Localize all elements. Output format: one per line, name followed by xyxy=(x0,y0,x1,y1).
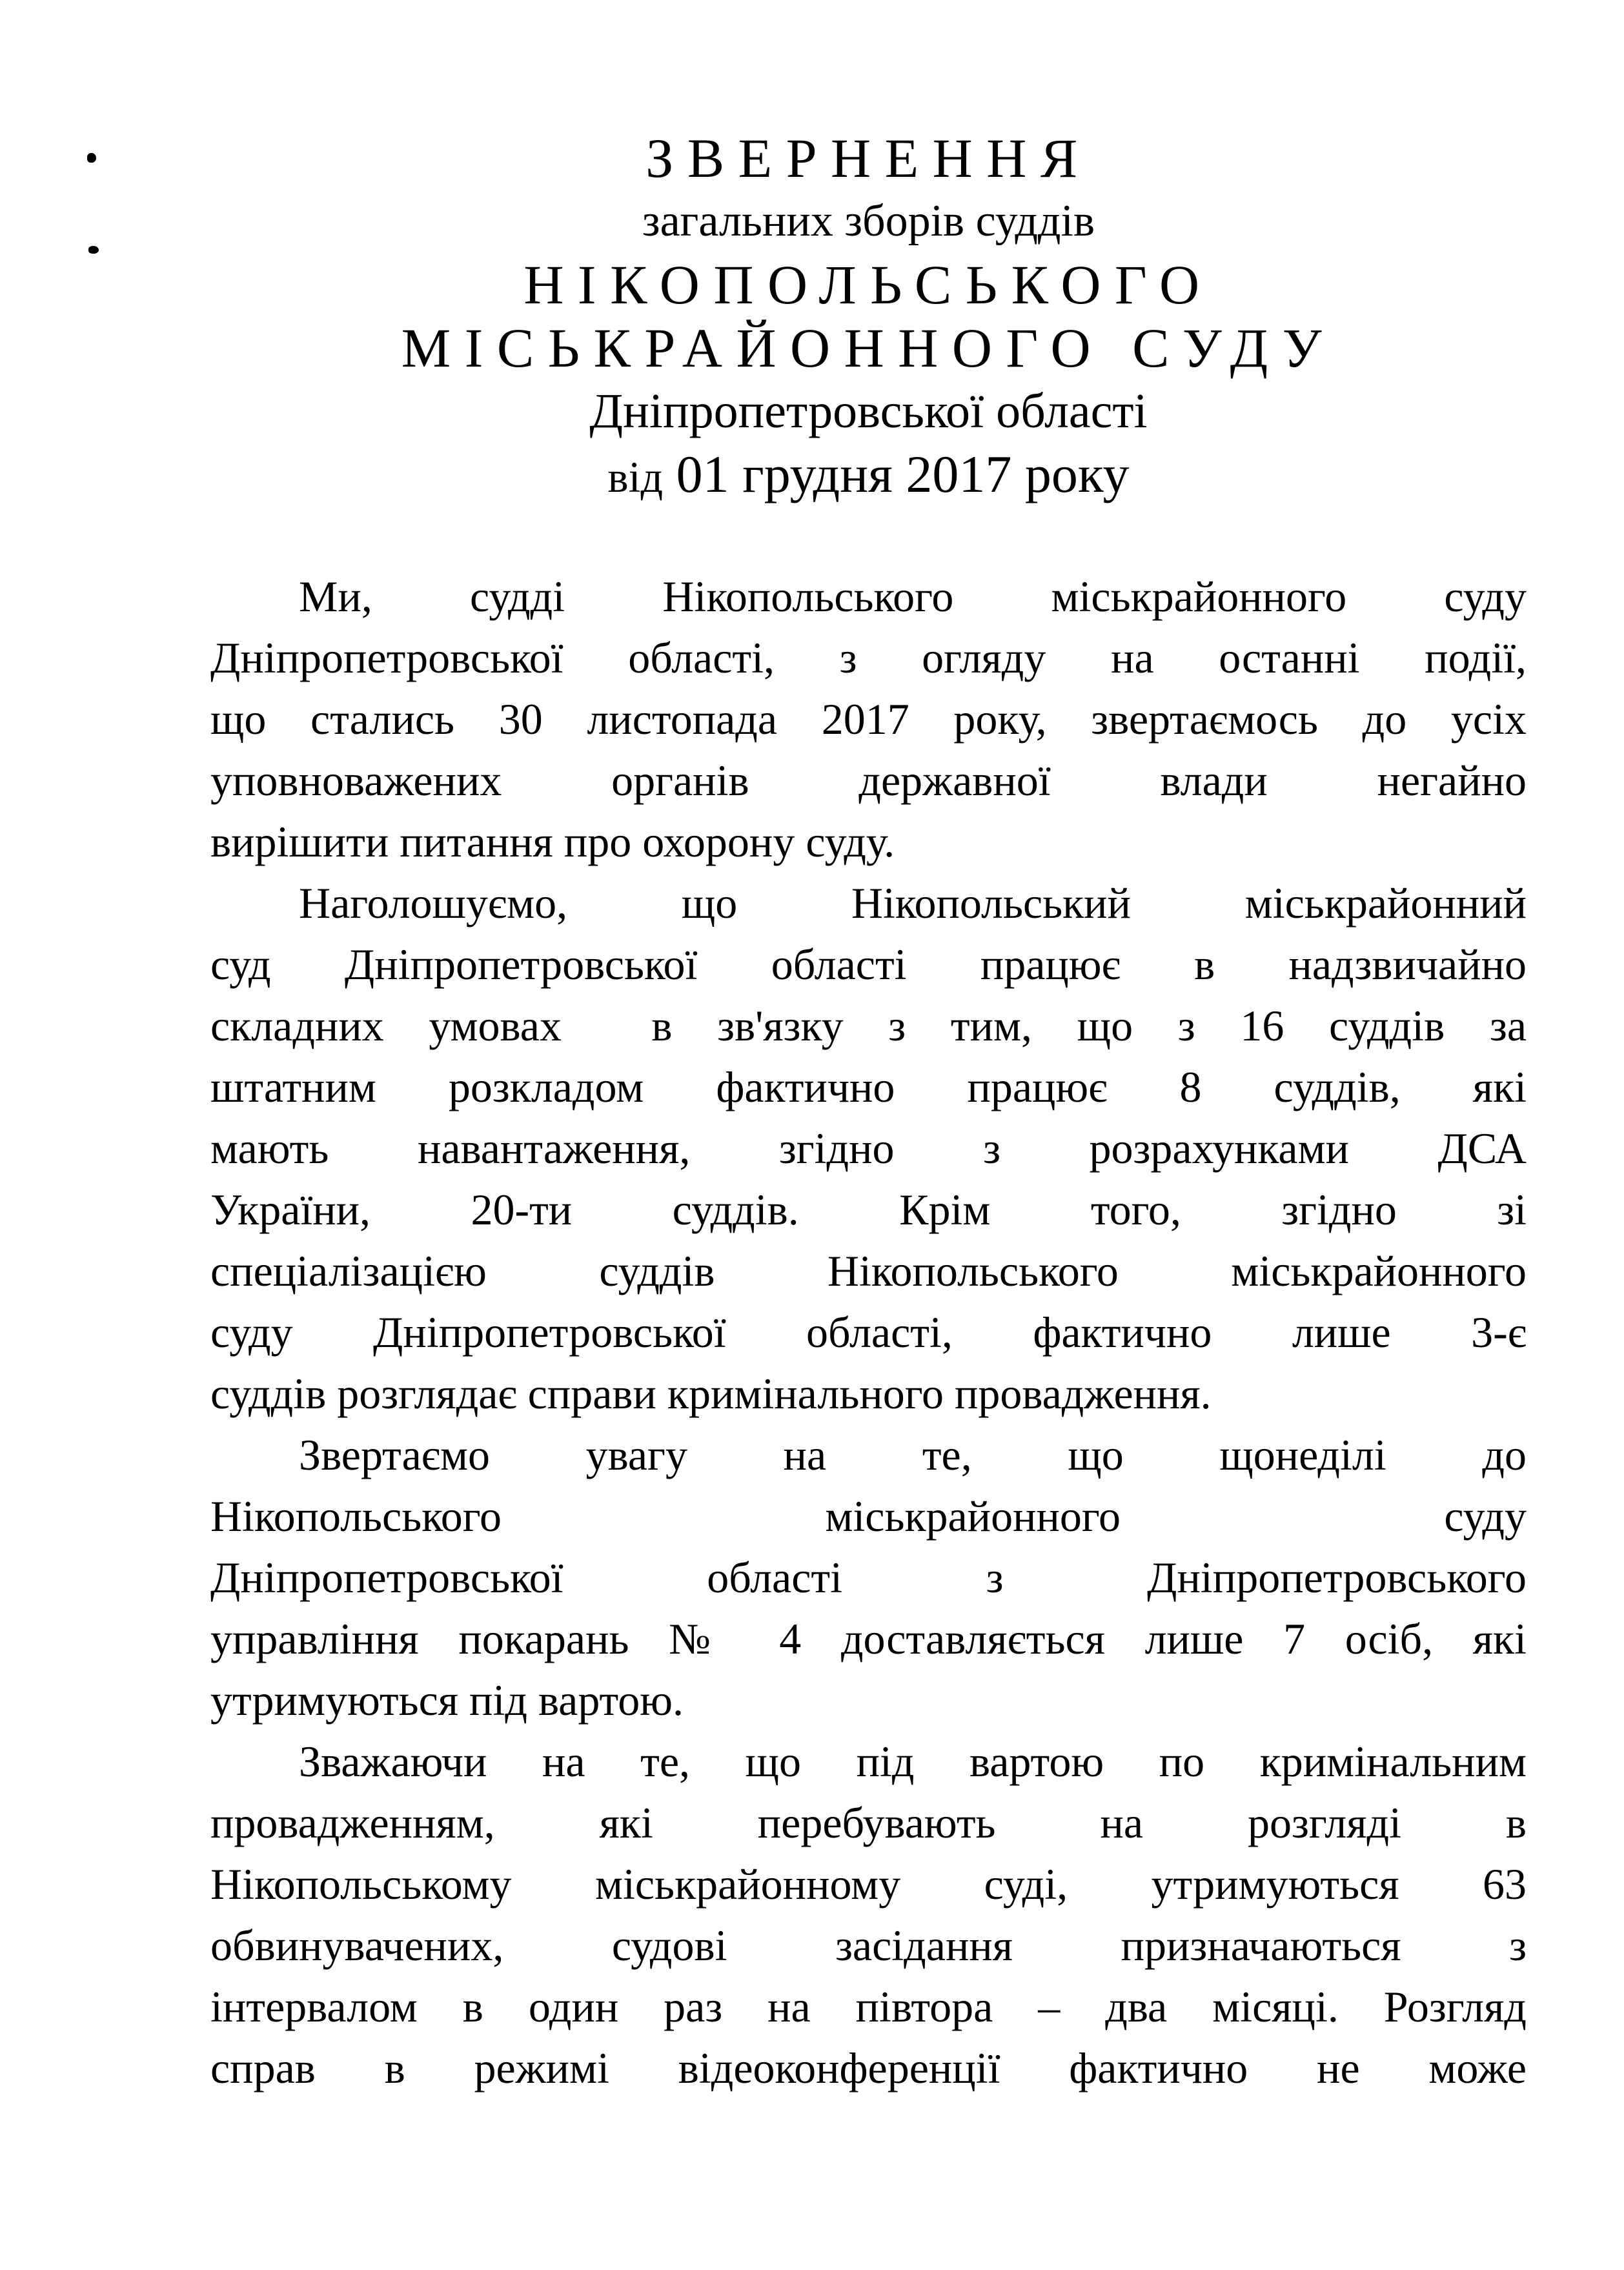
title-line-court-name-2: МІСЬКРАЙОННОГО СУДУ xyxy=(401,317,1336,379)
title-line-date xyxy=(210,443,1527,509)
text-line: вирішити питання про охорону суду. xyxy=(210,817,895,866)
text-line: уповноважених органів державної влади негайно xyxy=(210,756,1527,805)
text-line: справ в режимі відеоконференції фактично не може xyxy=(210,2043,1527,2093)
paragraph-4 xyxy=(210,1731,1527,2099)
paragraph-1 xyxy=(210,566,1527,873)
text-line: суддів розглядає справи кримінального провадження. xyxy=(210,1369,1212,1418)
title-line-zvernennia: ЗВЕРНЕННЯ xyxy=(645,127,1091,189)
paragraph-2 xyxy=(210,873,1527,1424)
text-line: Нікопольського міськрайонного суду xyxy=(210,1492,1527,1541)
text-line: штатним розкладом фактично працює 8 суддів, які xyxy=(210,1062,1527,1111)
text-line: мають навантаження, згідно з розрахунками ДСА xyxy=(210,1124,1527,1173)
text-line: інтервалом в один раз на півтора – два місяці. Розгляд xyxy=(210,1982,1527,2031)
text-line: що стались 30 листопада 2017 року, звертаємось до усіх xyxy=(210,694,1527,744)
document-title-block xyxy=(210,0,1527,509)
text-line: Звертаємо увагу на те, що щонеділі до xyxy=(299,1430,1527,1479)
text-line: України, 20-ти суддів. Крім того, згідно зі xyxy=(210,1185,1527,1234)
ink-speck xyxy=(88,246,99,254)
text-line: утримуються під вартою. xyxy=(210,1676,684,1725)
date-value: 01 грудня 2017 року xyxy=(676,445,1130,503)
text-line: складних умовах в зв'язку з тим, що з 16 суддів за xyxy=(210,1001,1527,1050)
text-line: Дніпропетровської області, з огляду на останні події, xyxy=(210,633,1527,682)
text-line: суду Дніпропетровської області, фактично лише 3-є xyxy=(210,1308,1527,1357)
paragraph-3 xyxy=(210,1424,1527,1731)
text-line: Зважаючи на те, що під вартою по кримінальним xyxy=(299,1737,1527,1786)
document-body xyxy=(210,566,1527,2099)
title-line-court-name-1: НІКОПОЛЬСЬКОГО xyxy=(523,254,1213,316)
text-column xyxy=(210,0,1527,2099)
text-line: обвинувачених, судові засідання призначаються з xyxy=(210,1921,1527,1970)
text-line: Дніпропетровської області з Дніпропетровського xyxy=(210,1553,1527,1602)
text-line: Ми, судді Нікопольського міськрайонного суду xyxy=(299,572,1527,621)
text-line: управління покарань № 4 доставляється лише 7 осіб, які xyxy=(210,1614,1527,1663)
date-prefix: від xyxy=(607,452,664,502)
text-line: Нікопольському міськрайонному суді, утримуються 63 xyxy=(210,1860,1527,1909)
ink-speck xyxy=(87,153,96,163)
title-line-subtitle: загальних зборів суддів xyxy=(642,196,1095,246)
text-line: суд Дніпропетровської області працює в надзвичайно xyxy=(210,940,1527,989)
text-line: спеціалізацією суддів Нікопольського міськрайонного xyxy=(210,1246,1527,1295)
text-line: Наголошуємо, що Нікопольський міськрайонний xyxy=(299,878,1527,927)
title-line-region: Дніпропетровської області xyxy=(589,384,1148,438)
text-line: провадженням, які перебувають на розгляді в xyxy=(210,1798,1527,1847)
